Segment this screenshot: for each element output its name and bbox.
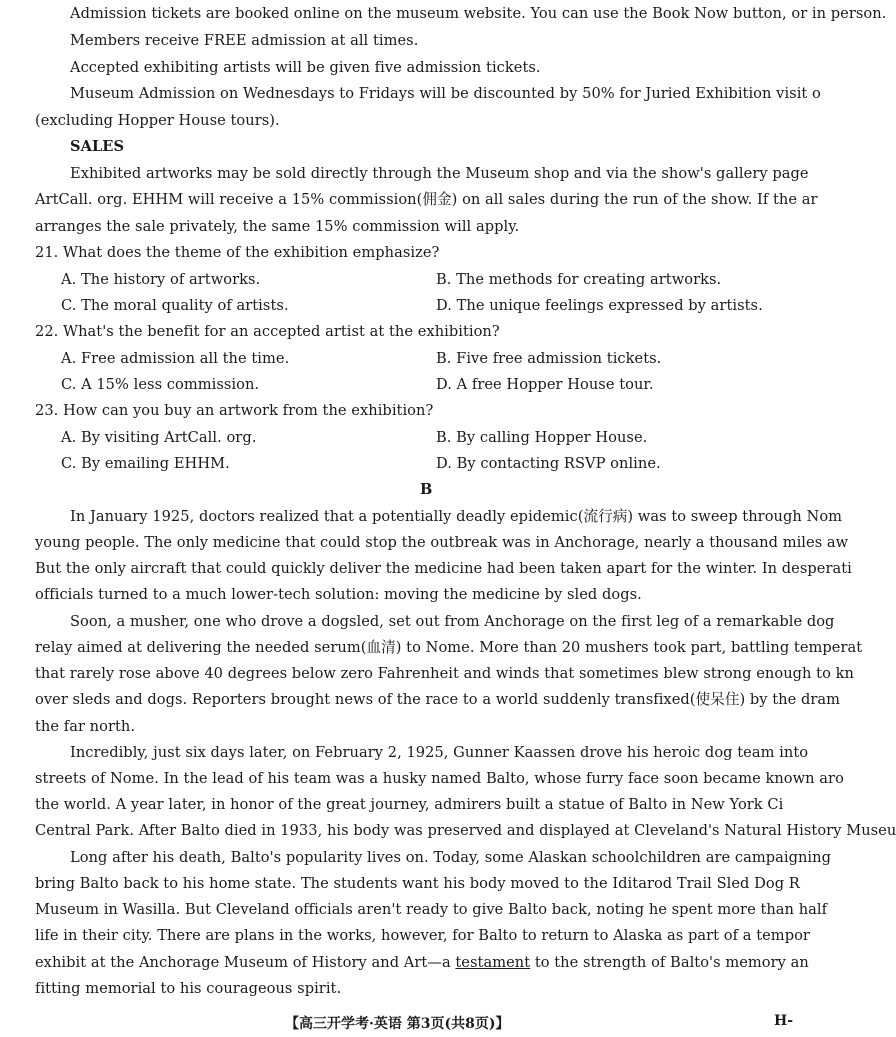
footer-code: H- — [774, 1013, 794, 1029]
question-stem: 23. How can you buy an artwork from the exhibition? — [35, 402, 434, 419]
sales-heading: SALES — [70, 138, 125, 155]
text-line: young people. The only medicine that could stop the outbreak was in Anchorage, nearly a thousand miles aw — [35, 534, 849, 551]
text-line: relay aimed at delivering the needed serum(血清) to Nome. More than 20 mushers took part, battling temperat — [35, 639, 863, 656]
option-b: B. By calling Hopper House. — [436, 429, 648, 446]
text-line: Admission tickets are booked online on the museum website. You can use the Book Now button, or in person. — [70, 5, 887, 22]
page-footer — [0, 1013, 794, 1037]
text-line: bring Balto back to his home state. The students want his body moved to the Iditarod Trail Sled Dog R — [35, 875, 800, 892]
text-line: that rarely rose above 40 degrees below zero Fahrenheit and winds that sometimes blew strong enough to kn — [35, 665, 854, 682]
text-line: life in their city. There are plans in the works, however, for Balto to return to Alaska as part of a tempor — [35, 927, 810, 944]
text-line: Long after his death, Balto's popularity lives on. Today, some Alaskan schoolchildren are campaigning — [70, 849, 831, 866]
section-b-heading: B — [420, 481, 433, 498]
option-b: B. The methods for creating artworks. — [436, 271, 722, 288]
text-line: But the only aircraft that could quickly deliver the medicine had been taken apart for the winter. In desperati — [35, 560, 852, 577]
option-a: A. Free admission all the time. — [61, 350, 290, 367]
text-line: Accepted exhibiting artists will be given five admission tickets. — [70, 59, 541, 76]
option-c: C. By emailing EHHM. — [61, 455, 230, 472]
text-segment: exhibit at the Anchorage Museum of History and Art—a — [35, 954, 456, 971]
text-line: fitting memorial to his courageous spirit. — [35, 980, 342, 997]
text-segment: to the strength of Balto's memory an — [530, 954, 809, 971]
footer-label: 【高三开学考·英语 第3页(共8页)】 — [285, 1016, 510, 1032]
question-stem: 22. What's the benefit for an accepted artist at the exhibition? — [35, 323, 500, 340]
option-c: C. A 15% less commission. — [61, 376, 260, 393]
text-line: Exhibited artworks may be sold directly through the Museum shop and via the show's gallery page — [70, 165, 809, 182]
text-line: In January 1925, doctors realized that a potentially deadly epidemic(流行病) was to sweep through Nom — [70, 508, 843, 525]
option-d: D. The unique feelings expressed by artists. — [436, 297, 763, 314]
option-b: B. Five free admission tickets. — [436, 350, 662, 367]
option-d: D. By contacting RSVP online. — [436, 455, 661, 472]
underlined-word-testament: testament — [455, 954, 531, 971]
text-line: (excluding Hopper House tours). — [35, 112, 280, 129]
text-line: the far north. — [35, 718, 136, 735]
option-c: C. The moral quality of artists. — [61, 297, 289, 314]
option-d: D. A free Hopper House tour. — [436, 376, 654, 393]
question-stem: 21. What does the theme of the exhibition emphasize? — [35, 244, 440, 261]
text-line: ArtCall. org. EHHM will receive a 15% commission(佣金) on all sales during the run of the show. If the ar — [35, 191, 818, 208]
text-line: Museum in Wasilla. But Cleveland officials aren't ready to give Balto back, noting he spent more than half — [35, 901, 828, 918]
text-line: the world. A year later, in honor of the great journey, admirers built a statue of Balto in New York Ci — [35, 796, 784, 813]
text-line — [35, 953, 809, 973]
text-line: over sleds and dogs. Reporters brought news of the race to a world suddenly transfixed(使呆住) by the dram — [35, 691, 841, 708]
text-line: Incredibly, just six days later, on February 2, 1925, Gunner Kaassen drove his heroic dog team into — [70, 744, 809, 761]
text-line: officials turned to a much lower-tech solution: moving the medicine by sled dogs. — [35, 586, 642, 603]
text-line: Soon, a musher, one who drove a dogsled, set out from Anchorage on the first leg of a remarkable dog — [70, 613, 835, 630]
option-a: A. The history of artworks. — [61, 271, 261, 288]
text-line: Central Park. After Balto died in 1933, his body was preserved and displayed at Cleveland's Natural History Museu — [35, 822, 896, 839]
option-a: A. By visiting ArtCall. org. — [61, 429, 257, 446]
text-line: Museum Admission on Wednesdays to Fridays will be discounted by 50% for Juried Exhibition visit o — [70, 85, 821, 102]
text-line: Members receive FREE admission at all times. — [70, 32, 419, 49]
text-line: streets of Nome. In the lead of his team was a husky named Balto, whose furry face soon became known aro — [35, 770, 844, 787]
text-line: arranges the sale privately, the same 15% commission will apply. — [35, 218, 520, 235]
